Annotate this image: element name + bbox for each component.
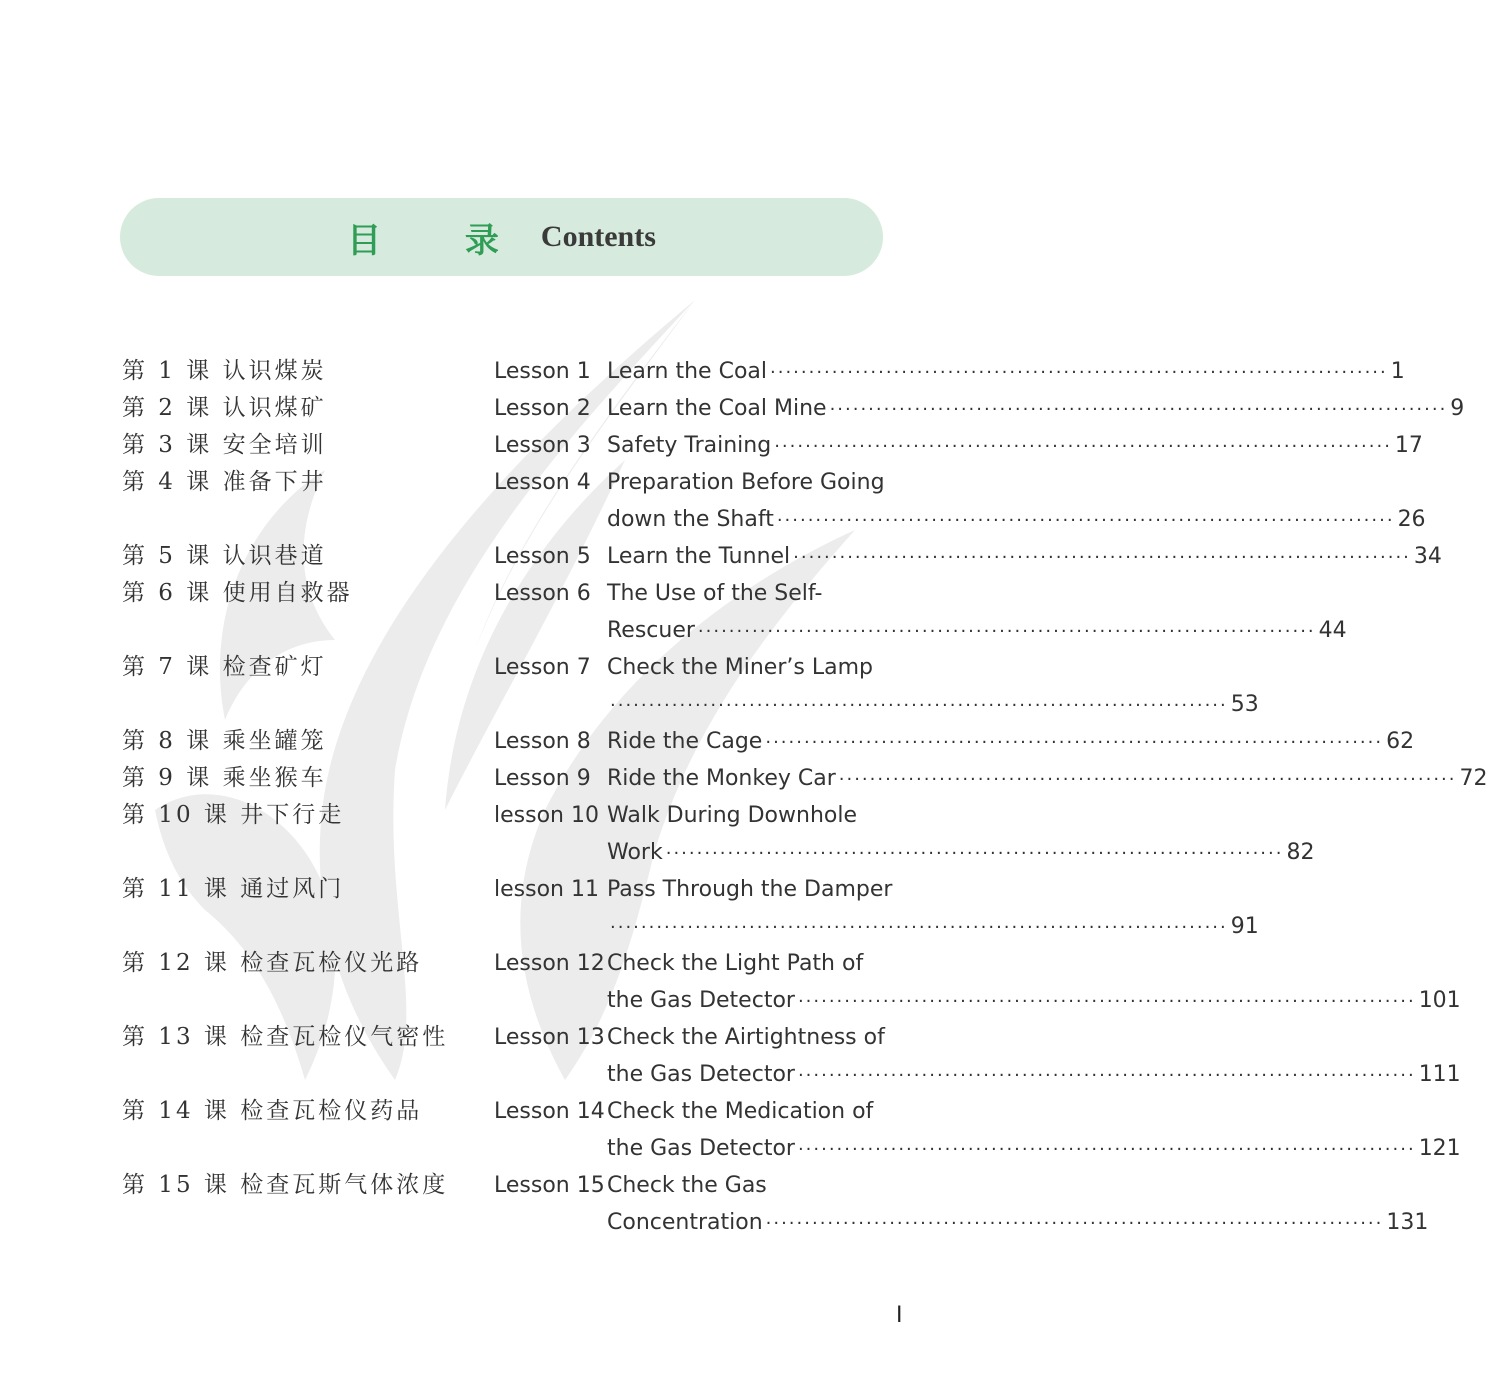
toc-page-number: 101: [1418, 988, 1461, 1013]
toc-title-en: [607, 353, 1405, 390]
toc-lesson-label: Lesson 13: [494, 1025, 605, 1050]
toc-page-number: 131: [1386, 1210, 1429, 1235]
toc-page-number: 17: [1394, 433, 1423, 458]
toc-entry[interactable]: [122, 575, 1347, 649]
dot-leader: ················································································: [829, 399, 1448, 420]
toc-title-en-last-line: Learn the Coal Mine: [607, 396, 827, 421]
dot-leader: ················································································: [797, 1139, 1416, 1160]
toc-title-en-last-line: Learn the Coal: [607, 359, 767, 384]
contents-title-en: Contents: [540, 220, 656, 253]
toc-lesson-label: Lesson 3: [494, 433, 591, 458]
toc-lesson-label: Lesson 8: [494, 729, 591, 754]
toc-title-en-last-line: Rescuer: [607, 618, 695, 643]
toc-title-en-line: Check the Miner’s Lamp: [607, 655, 873, 680]
toc-lesson-label: Lesson 15: [494, 1173, 605, 1198]
contents-header-banner: [120, 198, 883, 276]
toc-lesson-label: Lesson 7: [494, 655, 591, 680]
toc-leader-line: [607, 686, 1259, 723]
toc-title-en: [607, 649, 1259, 723]
toc-entry[interactable]: [122, 945, 1461, 1019]
dot-leader: ················································································: [665, 843, 1284, 864]
toc-title-cn: 第 15 课 检查瓦斯气体浓度: [122, 1172, 449, 1198]
dot-leader: ················································································: [697, 621, 1316, 642]
toc-entry[interactable]: [122, 871, 1259, 945]
dot-leader: ················································································: [765, 1213, 1384, 1234]
toc-page-number: 82: [1286, 840, 1315, 865]
toc-lesson-label: Lesson 14: [494, 1099, 605, 1124]
table-of-contents: [122, 353, 1488, 1241]
toc-title-en-last-line: Ride the Cage: [607, 729, 763, 754]
toc-entry[interactable]: [122, 649, 1259, 723]
toc-leader-line: [607, 353, 1405, 390]
toc-leader-line: [607, 760, 1488, 797]
toc-leader-line: [607, 982, 1461, 1019]
toc-lesson-label: lesson 11: [494, 877, 599, 902]
toc-page-number: 91: [1230, 914, 1259, 939]
toc-lesson-label: Lesson 4: [494, 470, 591, 495]
toc-leader-line: [607, 612, 1347, 649]
toc-title-en: [607, 723, 1415, 760]
toc-title-en: [607, 871, 1259, 945]
toc-title-en-last-line: the Gas Detector: [607, 988, 795, 1013]
toc-title-en-line: Check the Gas: [607, 1173, 767, 1198]
toc-title-en: [607, 1093, 1461, 1167]
toc-leader-line: [607, 538, 1442, 575]
toc-title-cn: 第 9 课 乘坐猴车: [122, 765, 327, 791]
toc-leader-line: [607, 723, 1415, 760]
toc-title-en: [607, 1019, 1461, 1093]
toc-leader-line: [607, 1056, 1461, 1093]
toc-title-cn: 第 2 课 认识煤矿: [122, 395, 327, 421]
toc-title-en: [607, 1167, 1429, 1241]
toc-title-en-last-line: the Gas Detector: [607, 1136, 795, 1161]
toc-lesson-label: Lesson 12: [494, 951, 605, 976]
toc-title-en-last-line: down the Shaft: [607, 507, 774, 532]
toc-title-en: [607, 797, 1315, 871]
toc-title-cn: 第 12 课 检查瓦检仪光路: [122, 950, 423, 976]
toc-entry[interactable]: [122, 538, 1442, 575]
toc-leader-line: [607, 501, 1426, 538]
toc-title-en: [607, 427, 1423, 464]
toc-page-number: 34: [1413, 544, 1442, 569]
toc-leader-line: [607, 390, 1465, 427]
toc-title-cn: 第 6 课 使用自救器: [122, 580, 353, 606]
toc-title-en-line: Walk During Downhole: [607, 803, 858, 828]
toc-title-cn: 第 5 课 认识巷道: [122, 543, 327, 569]
toc-title-en: [607, 575, 1347, 649]
toc-title-en-last-line: Work: [607, 840, 663, 865]
toc-title-en-line: Pass Through the Damper: [607, 877, 893, 902]
toc-title-en-line: Check the Light Path of: [607, 951, 864, 976]
dot-leader: ················································································: [770, 362, 1388, 383]
toc-page-number: 9: [1450, 396, 1465, 421]
dot-leader: ················································································: [765, 732, 1384, 753]
toc-title-cn: 第 14 课 检查瓦检仪药品: [122, 1098, 423, 1124]
dot-leader: ················································································: [776, 510, 1395, 531]
toc-leader-line: [607, 427, 1423, 464]
toc-title-en-last-line: Ride the Monkey Car: [607, 766, 836, 791]
toc-title-cn: 第 4 课 准备下井: [122, 469, 327, 495]
toc-title-cn: 第 11 课 通过风门: [122, 876, 345, 902]
toc-title-en: [607, 760, 1488, 797]
toc-title-en: [607, 390, 1465, 427]
toc-title-en-last-line: Learn the Tunnel: [607, 544, 791, 569]
toc-lesson-label: lesson 10: [494, 803, 599, 828]
toc-page-number: 1: [1390, 359, 1405, 384]
toc-title-cn: 第 10 课 井下行走: [122, 802, 345, 828]
toc-title-cn: 第 13 课 检查瓦检仪气密性: [122, 1024, 449, 1050]
toc-title-en: [607, 538, 1442, 575]
toc-title-en-line: Check the Medication of: [607, 1099, 874, 1124]
toc-page-number: 26: [1397, 507, 1426, 532]
toc-title-en: [607, 945, 1461, 1019]
toc-entry[interactable]: [122, 390, 1465, 427]
toc-title-en-last-line: the Gas Detector: [607, 1062, 795, 1087]
dot-leader: ················································································: [797, 1065, 1416, 1086]
toc-leader-line: [607, 1130, 1461, 1167]
toc-title-cn: 第 7 课 检查矿灯: [122, 654, 327, 680]
toc-page-number: 62: [1386, 729, 1415, 754]
toc-entry[interactable]: [122, 427, 1423, 464]
toc-title-cn: 第 8 课 乘坐罐笼: [122, 728, 327, 754]
toc-lesson-label: Lesson 5: [494, 544, 591, 569]
toc-entry[interactable]: [122, 760, 1488, 797]
toc-title-en-line: Check the Airtightness of: [607, 1025, 885, 1050]
toc-title-cn: 第 1 课 认识煤炭: [122, 358, 327, 384]
toc-entry[interactable]: [122, 1019, 1461, 1093]
toc-entry[interactable]: [122, 1093, 1461, 1167]
toc-title-en: [607, 464, 1426, 538]
page-number: I: [896, 1303, 903, 1328]
contents-title-cn: 目 录: [347, 220, 535, 261]
dot-leader: ················································································: [838, 769, 1457, 790]
dot-leader: ················································································: [610, 695, 1228, 716]
dot-leader: ················································································: [610, 917, 1228, 938]
toc-entry[interactable]: [122, 723, 1415, 760]
toc-page-number: 53: [1230, 692, 1259, 717]
toc-entry[interactable]: [122, 464, 1426, 538]
dot-leader: ················································································: [793, 547, 1411, 568]
toc-title-en-line: Preparation Before Going: [607, 470, 885, 495]
toc-leader-line: [607, 1204, 1429, 1241]
toc-lesson-label: Lesson 6: [494, 581, 591, 606]
toc-entry[interactable]: [122, 797, 1315, 871]
toc-entry[interactable]: [122, 353, 1405, 390]
dot-leader: ················································································: [797, 991, 1416, 1012]
toc-page-number: 72: [1459, 766, 1488, 791]
toc-title-en-line: The Use of the Self-: [607, 581, 823, 606]
toc-entry[interactable]: [122, 1167, 1429, 1241]
toc-title-cn: 第 3 课 安全培训: [122, 432, 327, 458]
toc-page-number: 111: [1418, 1062, 1461, 1087]
dot-leader: ················································································: [774, 436, 1392, 457]
toc-lesson-label: Lesson 2: [494, 396, 591, 421]
toc-title-en-last-line: Concentration: [607, 1210, 763, 1235]
toc-page-number: 121: [1418, 1136, 1461, 1161]
toc-lesson-label: Lesson 9: [494, 766, 591, 791]
toc-lesson-label: Lesson 1: [494, 359, 591, 384]
toc-title-en-last-line: Safety Training: [607, 433, 772, 458]
toc-page-number: 44: [1318, 618, 1347, 643]
toc-leader-line: [607, 834, 1315, 871]
toc-leader-line: [607, 908, 1259, 945]
